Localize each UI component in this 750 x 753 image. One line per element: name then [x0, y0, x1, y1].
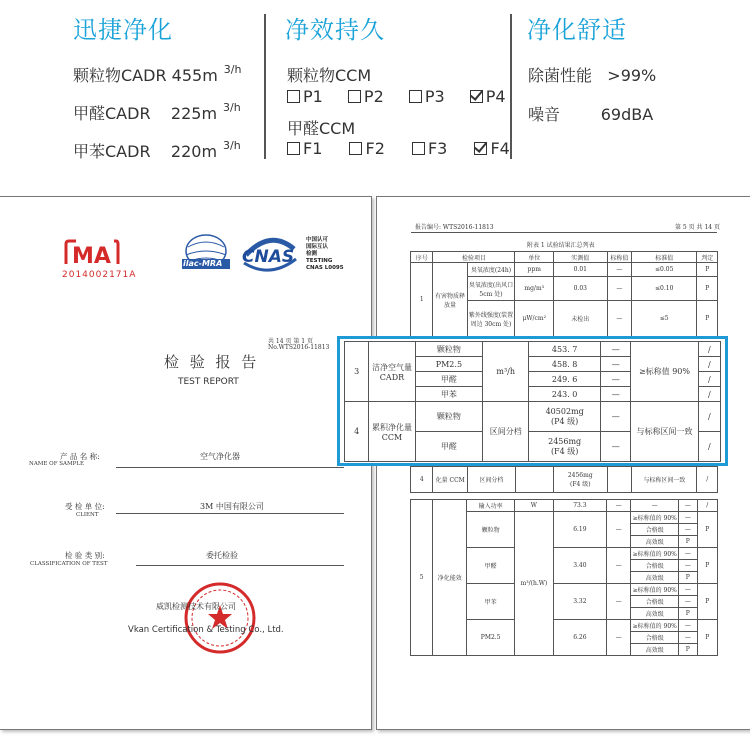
checkbox-f4: F4	[474, 139, 509, 158]
zoom-row4-sub2-judge: /	[698, 432, 720, 462]
zoom-row4-sub2-nominal: —	[601, 432, 631, 462]
row4-unit: 区间分档	[467, 467, 515, 493]
checkbox-p1: P1	[287, 87, 323, 106]
zoom-row3-sub1-judge: /	[698, 342, 720, 357]
row5-particle-level1: ≥标称值的 90%	[631, 512, 679, 524]
row5-toluene-mark1: —	[679, 584, 698, 596]
row5-formaldehyde-mark2: —	[679, 560, 698, 572]
row1-sub1-nominal: —	[607, 263, 631, 277]
spec-row-formaldehyde: 甲醛CADR 225m $^{3/h}$	[73, 101, 241, 123]
row1-sub3-measured: 未检出	[553, 301, 607, 337]
row1-sub3-standard: ≤5	[632, 301, 697, 337]
row5-toluene-mark2: —	[679, 596, 698, 608]
row4-judge: /	[697, 467, 718, 493]
row1-sub1-unit: ppm	[515, 263, 554, 277]
result-header-line	[411, 232, 717, 233]
row5-power-unit: W	[515, 500, 554, 512]
row5-toluene-measured: 3.32	[553, 584, 606, 620]
zoom-row4-sub2-name: 甲醛	[415, 432, 483, 462]
zoom-row3-sub1-name: 颗粒物	[415, 342, 483, 357]
row5-pm25-measured: 6.26	[553, 620, 606, 656]
field-class-value: 委托检验	[206, 551, 238, 560]
field-sample-value: 空气净化器	[200, 452, 240, 461]
zoom-row3-sub1-measured: 453. 7	[529, 342, 601, 357]
report-cover-page	[0, 196, 372, 730]
row1-sub2-judge: P	[697, 277, 718, 301]
result-table-top	[410, 251, 718, 337]
checkbox-p2: P2	[348, 87, 384, 106]
zoom-row3-sub4-judge: /	[698, 387, 720, 402]
row5-formaldehyde-mark3: P	[679, 572, 698, 584]
header-nominal: 标称值	[607, 252, 631, 263]
zoom-row4-standard: 与标称区间一致	[631, 402, 698, 462]
zoom-row3-item: 洁净空气量 CADR	[369, 342, 415, 402]
zoom-row4-sub1-grade: (P4 级)	[551, 416, 579, 426]
red-seal-stamp-icon	[183, 581, 257, 659]
row1-sub1-judge: P	[697, 263, 718, 277]
header-standard: 标准值	[632, 252, 697, 263]
result-table-row4	[410, 466, 718, 493]
cma-code: 2014002171A	[62, 270, 137, 280]
ilac-mra-text: ilac-MRA	[183, 259, 223, 268]
row5-particle-judge: P	[697, 512, 717, 548]
row5-toluene-level2: 合格级	[631, 596, 679, 608]
header-measured: 实测值	[553, 252, 607, 263]
header-judge: 判定	[697, 252, 718, 263]
zoom-row3-sub4-name: 甲苯	[415, 387, 483, 402]
row5-pm25-mark3: P	[679, 644, 698, 656]
header-seq: 序号	[411, 252, 433, 263]
row1-sub3-unit: μW/cm²	[515, 301, 554, 337]
row5-toluene-name: 甲苯	[467, 584, 515, 620]
row5-pm25-level3: 高效级	[631, 644, 679, 656]
zoom-row4-sub2-grade: (F4 级)	[550, 446, 579, 456]
row5-particle-level2: 合格级	[631, 524, 679, 536]
zoom-row3-sub4-nominal: —	[601, 387, 631, 402]
row4-std: 与标称区间一致	[632, 467, 697, 493]
row5-pm25-mark2: —	[679, 632, 698, 644]
row5-particle-mark3: P	[679, 536, 698, 548]
row1-sub2-unit: mg/m³	[515, 277, 554, 301]
row5-toluene-level1: ≥标称值的 90%	[631, 584, 679, 596]
row5-particle-measured: 6.19	[553, 512, 606, 548]
zoom-row4-item: 累积净化量 CCM	[369, 402, 415, 462]
zoom-row3-sub3-judge: /	[698, 372, 720, 387]
zoom-row4-seq: 4	[345, 402, 369, 462]
heading-comfort: 净化舒适	[527, 16, 627, 44]
row5-seq: 5	[411, 500, 433, 656]
heading-long-lasting: 净效持久	[285, 16, 385, 44]
zoom-row4-sub1-measured: 40502mg	[545, 406, 584, 416]
zoom-row4-sub2-measured: 2456mg	[548, 436, 582, 446]
ccm-formaldehyde-options	[287, 139, 510, 158]
row5-formaldehyde-level3: 高效级	[631, 572, 679, 584]
zoom-row3-sub3-measured: 249. 6	[529, 372, 601, 387]
zoom-row4-sub1-nominal: —	[601, 402, 631, 432]
field-class-line	[136, 565, 344, 566]
row5-pm25-level2: 合格级	[631, 632, 679, 644]
checkbox-p3: P3	[409, 87, 445, 106]
row1-sub2-nominal: —	[607, 277, 631, 301]
row1-sub2-standard: ≤0.10	[632, 277, 697, 301]
row5-formaldehyde-mark1: —	[679, 548, 698, 560]
row1-sub3-name: 紫外线强度(装置周边 30cm 处)	[467, 301, 515, 337]
zoom-row3-sub3-name: 甲醛	[415, 372, 483, 387]
divider-2	[510, 14, 512, 159]
ccm-formaldehyde-label: 甲醛CCM	[287, 119, 356, 138]
spec-row-toluene: 甲苯CADR 220m $^{3/h}$	[73, 139, 241, 161]
field-class-en: CLASSIFICATION OF TEST	[30, 561, 108, 567]
header-unit: 单位	[515, 252, 554, 263]
checkbox-f1: F1	[287, 139, 322, 158]
row5-power-label: 输入功率	[467, 500, 515, 512]
field-client-cn: 受 检 单 位:	[65, 502, 105, 511]
heading-fast-purify: 迅捷净化	[73, 16, 173, 44]
row1-sub2-measured: 0.03	[553, 277, 607, 301]
zoom-row3-standard: ≥标称值 90%	[631, 342, 698, 402]
divider-1	[264, 14, 266, 159]
field-client-line	[116, 513, 344, 514]
checkbox-f3: F3	[412, 139, 447, 158]
ilac-mra-logo-icon	[180, 233, 232, 283]
cover-title-cn: 检 验 报 告	[164, 353, 260, 371]
row5-unit: m³/(h.W)	[515, 512, 554, 656]
field-sample-cn: 产 品 名 称:	[60, 452, 100, 461]
zoom-row3-sub2-judge: /	[698, 357, 720, 372]
row1-sub3-judge: P	[697, 301, 718, 337]
field-sample-line	[116, 467, 344, 468]
result-table-title: 附表 1 试验结果汇总列表	[527, 242, 595, 249]
row5-formaldehyde-judge: P	[697, 548, 717, 584]
row5-formaldehyde-level1: ≥标称值的 90%	[631, 548, 679, 560]
row5-formaldehyde-name: 甲醛	[467, 548, 515, 584]
row1-sub2-name: 臭氧浓度(出风口 5cm 处)	[467, 277, 515, 301]
row1-item: 有害物质释放量	[433, 263, 467, 337]
row1-sub3-nominal: —	[607, 301, 631, 337]
row5-particle-mark1: —	[679, 512, 698, 524]
row5-toluene-judge: P	[697, 584, 717, 620]
cover-page-info: 共 14 页 第 1 页	[268, 338, 313, 345]
row5-pm25-judge: P	[697, 620, 717, 656]
company-name-cn: 威凯检测技术有限公司	[156, 602, 236, 611]
cnas-text: CNAS	[242, 247, 295, 267]
zoom-row4-sub1-judge: /	[698, 402, 720, 432]
zoom-row4-sub1-name: 颗粒物	[415, 402, 483, 432]
checkbox-p4: P4	[470, 87, 506, 106]
row5-particle-name: 颗粒物	[467, 512, 515, 548]
row5-power-value: 73.3	[553, 500, 606, 512]
cnas-caption: 中国认可 国际互认 检测 TESTING CNAS L0095	[306, 237, 344, 271]
row1-sub1-name: 臭氧浓度(24h)	[467, 263, 515, 277]
spec-noise: 噪音 69dBA	[528, 105, 654, 124]
zoom-row3-sub2-name: PM2.5	[415, 357, 483, 372]
result-page-no: 第 5 页 共 14 页	[675, 224, 720, 231]
zoom-row3-sub4-measured: 243. 0	[529, 387, 601, 402]
header-item: 检验项目	[433, 252, 515, 263]
row4-item: 化量 CCM	[433, 467, 467, 493]
row5-formaldehyde-measured: 3.40	[553, 548, 606, 584]
zoom-row3-sub1-nominal: —	[601, 342, 631, 357]
spec-row-particle: 颗粒物CADR 455m $^{3/h}$	[73, 63, 242, 85]
result-report-no: 报告编号: WTS2016-11813	[415, 224, 494, 231]
spec-sterilization: 除菌性能 >99%	[528, 66, 657, 85]
svg-text:MA: MA	[72, 244, 111, 267]
cover-report-no: No.WTS2016-11813	[268, 344, 330, 351]
checkbox-f2: F2	[349, 139, 384, 158]
row5-item: 净化能效	[433, 500, 467, 656]
field-class-cn: 检 验 类 别:	[65, 551, 105, 560]
zoom-row3-sub2-measured: 458. 8	[529, 357, 601, 372]
row5-particle-level3: 高效级	[631, 536, 679, 548]
row1-sub1-standard: ≤0.05	[632, 263, 697, 277]
field-sample-en: NAME OF SAMPLE	[29, 461, 84, 467]
cover-title-en: TEST REPORT	[178, 377, 239, 387]
row4-m2: (F4 级)	[569, 480, 591, 488]
cma-logo-icon	[62, 239, 120, 271]
zoom-row3-seq: 3	[345, 342, 369, 402]
field-client-en: CLIENT	[76, 512, 99, 518]
zoom-row4-unit: 区间分档	[483, 402, 529, 462]
row5-toluene-level3: 高效级	[631, 608, 679, 620]
company-name-en: Vkan Certification & Testing Co., Ltd.	[128, 625, 284, 635]
zoom-row3-sub2-nominal: —	[601, 357, 631, 372]
result-table-row5: 5 净化能效 输入功率 W 73.3 — — — / 颗粒物 m³/(h.W) 6.19 — ≥标称值的 90% — P 合格级 — 高效级 P 甲醛 3.40 — ≥标称值的 90% — P 合格级 — 高效级 P 甲苯 3.32 — ≥标称值的 90% — P 合格级 — 高效级 P PM2.5 6.26 — ≥标称值的 90% — P 合格级 — 高效级 P	[410, 499, 718, 656]
row5-formaldehyde-level2: 合格级	[631, 560, 679, 572]
ccm-particle-options	[287, 87, 506, 106]
zoom-row3-sub3-nominal: —	[601, 372, 631, 387]
row4-m1: 2456mg	[567, 471, 593, 479]
row5-pm25-level1: ≥标称值的 90%	[631, 620, 679, 632]
row5-toluene-mark3: P	[679, 608, 698, 620]
zoom-table	[344, 341, 721, 462]
ccm-particle-label: 颗粒物CCM	[287, 66, 372, 85]
row1-seq: 1	[411, 263, 433, 337]
highlight-zoom-box	[337, 336, 728, 466]
row4-seq: 4	[411, 467, 433, 493]
row5-pm25-name: PM2.5	[467, 620, 515, 656]
row1-sub1-measured: 0.01	[553, 263, 607, 277]
field-client-value: 3M 中国有限公司	[200, 502, 264, 511]
row5-particle-mark2: —	[679, 524, 698, 536]
row5-pm25-mark1: —	[679, 620, 698, 632]
zoom-row3-unit: m³/h	[483, 342, 529, 402]
